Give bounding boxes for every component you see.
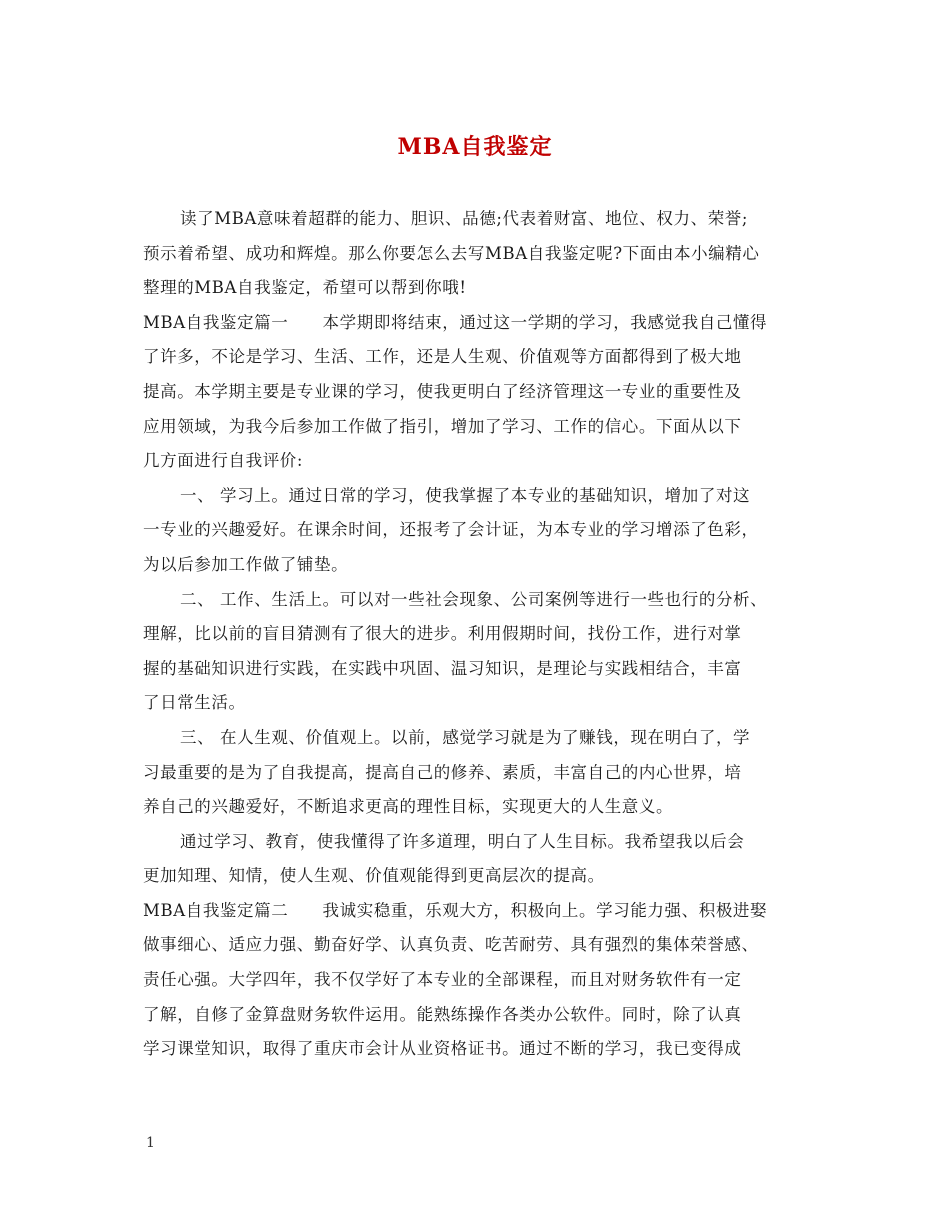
text-line: MBA自我鉴定篇一 本学期即将结束，通过这一学期的学习，我感觉我自己懂得 [143,312,768,332]
text-line: 几方面进行自我评价: [143,451,304,471]
text-line: MBA自我鉴定篇二 我诚实稳重，乐观大方，积极向上。学习能力强、积极进娶 [143,900,768,920]
text-line: 更加知理、知情，使人生观、价值观能得到更高层次的提高。 [143,866,605,886]
text-line: 一、 学习上。通过日常的学习，使我掌握了本专业的基础知识，增加了对这 [180,485,751,505]
text-line: 学习课堂知识，取得了重庆市会计从业资格证书。通过不断的学习，我已变得成 [143,1039,742,1059]
text-line: 理解，比以前的盲目猜测有了很大的进步。利用假期时间，找份工作，进行对掌 [143,624,742,644]
page-number: 1 [146,1135,155,1151]
text-line: 养自己的兴趣爱好，不断追求更高的理性目标，实现更大的人生意义。 [143,797,674,817]
text-line: 预示着希望、成功和辉煌。那么你要怎么去写MBA自我鉴定呢?下面由本小编精心 [143,243,760,263]
text-line: 通过学习、教育，使我懂得了许多道理，明白了人生目标。我希望我以后会 [180,831,745,851]
text-line: 了解，自修了金算盘财务软件运用。能熟练操作各类办公软件。同时，除了认真 [143,1004,742,1024]
text-line: 一专业的兴趣爱好。在课余时间，还报考了会计证，为本专业的学习增添了色彩， [143,520,759,540]
text-line: 二、 工作、生活上。可以对一些社会现象、公司案例等进行一些也行的分析、 [180,589,768,609]
text-line: 了许多，不论是学习、生活、工作，还是人生观、价值观等方面都得到了极大地 [143,347,742,367]
text-line: 为以后参加工作做了铺垫。 [143,554,349,574]
text-line: 应用领域，为我今后参加工作做了指引，增加了学习、工作的信心。下面从以下 [143,416,742,436]
text-line: 整理的MBA自我鉴定，希望可以帮到你哦! [143,278,467,298]
text-line: 三、 在人生观、价值观上。以前，感觉学习就是为了赚钱，现在明白了，学 [180,727,751,747]
document-body [143,202,823,1067]
text-line: 了日常生活。 [143,693,246,713]
text-line: 提高。本学期主要是专业课的学习，使我更明白了经济管理这一专业的重要性及 [143,381,742,401]
text-line: 握的基础知识进行实践，在实践中巩固、温习知识，是理论与实践相结合，丰富 [143,658,742,678]
document-title: MBA自我鉴定 [397,134,553,160]
text-line: 责任心强。大学四年，我不仅学好了本专业的全部课程，而且对财务软件有一定 [143,970,742,990]
text-line: 读了MBA意味着超群的能力、胆识、品德;代表着财富、地位、权力、荣誉; [180,209,749,228]
text-line: 习最重要的是为了自我提高，提高自己的修养、素质，丰富自己的内心世界，培 [143,762,742,782]
text-line: 做事细心、适应力强、勤奋好学、认真负责、吃苦耐劳、具有强烈的集体荣誉感、 [143,935,759,955]
